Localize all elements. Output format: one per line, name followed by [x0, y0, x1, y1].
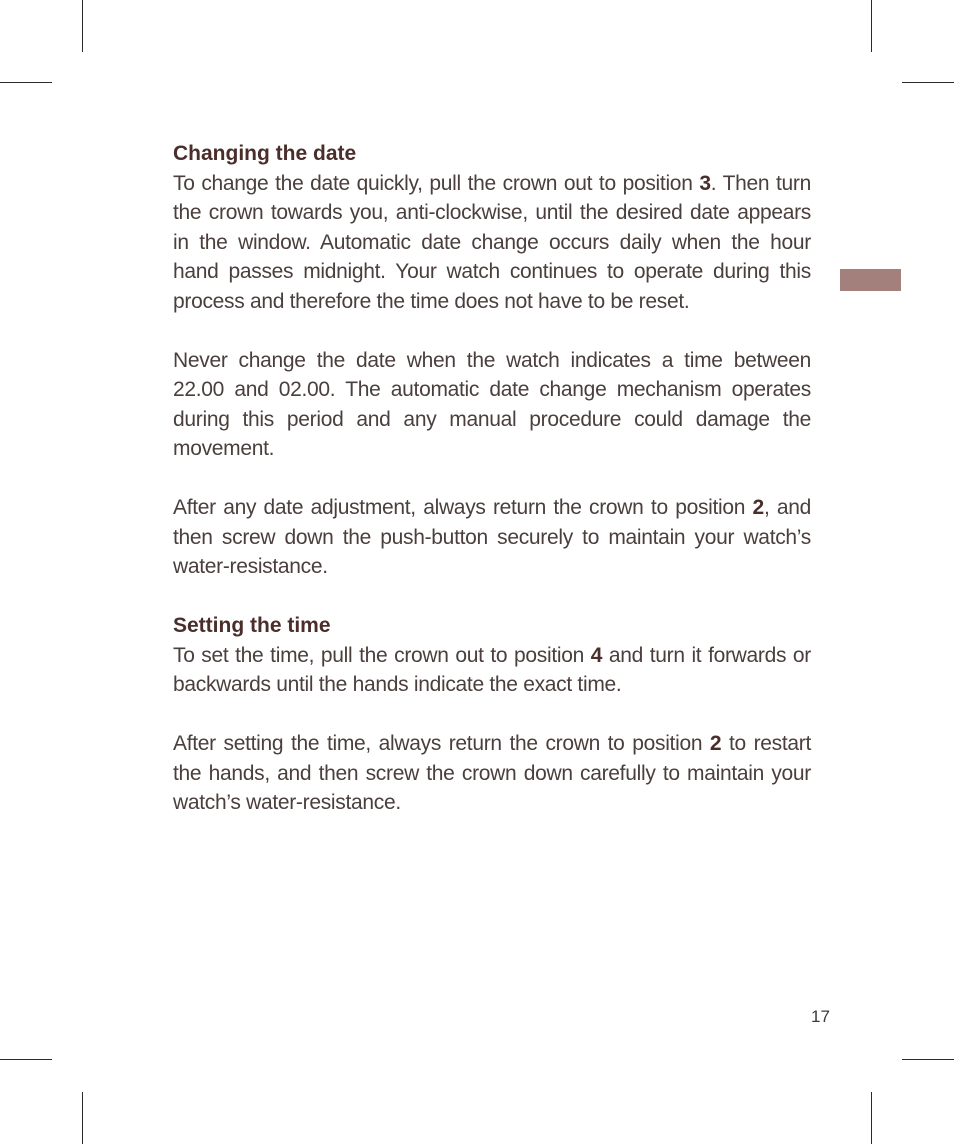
- section-heading-changing-date: Changing the date: [173, 142, 357, 165]
- page-number: 17: [811, 1007, 830, 1026]
- crop-mark-top-left-vertical: [82, 0, 83, 52]
- page-content: [173, 139, 811, 818]
- crop-mark-bottom-right-vertical: [871, 1092, 872, 1144]
- paragraph: After any date adjustment, always return the crown to position 2, and then screw down the push-button securely to maintain your watch’s water-resistance.: [173, 496, 811, 578]
- crop-mark-bottom-left-horizontal: [0, 1059, 52, 1060]
- paragraph: To change the date quickly, pull the crown out to position 3. Then turn the crown towards you, anti-clockwise, until the desired date appears in the window. Automatic date change occurs daily when the hour hand passes midnight. Your watch continues to operate during this process and therefore the time does not have to be reset.: [173, 171, 811, 313]
- crop-mark-top-right-horizontal: [902, 82, 954, 83]
- section-tab-marker: [840, 269, 901, 291]
- paragraph: To set the time, pull the crown out to position 4 and turn it forwards or backwards until the hands indicate the exact time.: [173, 643, 811, 696]
- paragraph: Never change the date when the watch indicates a time between 22.00 and 02.00. The automatic date change mechanism operates during this period and any manual procedure could damage the movement.: [173, 348, 811, 460]
- section-heading-setting-time: Setting the time: [173, 614, 331, 637]
- crop-mark-top-right-vertical: [871, 0, 872, 52]
- crop-mark-top-left-horizontal: [0, 82, 52, 83]
- crop-mark-bottom-left-vertical: [82, 1092, 83, 1144]
- paragraph: After setting the time, always return the crown to position 2 to restart the hands, and then screw the crown down carefully to maintain your watch’s water-resistance.: [173, 732, 811, 814]
- crop-mark-bottom-right-horizontal: [902, 1059, 954, 1060]
